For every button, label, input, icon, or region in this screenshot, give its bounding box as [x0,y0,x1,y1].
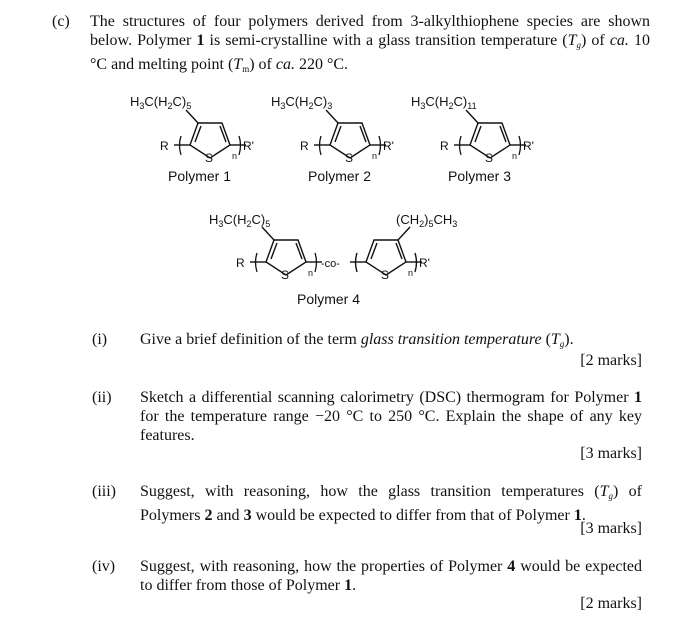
intro-paragraph: The structures of four polymers derived from 3-alkylthiophene species are shown below. Polymer 1 is semi-crystalline with a glass transition temperature $(T_g)$ of ca. 10 °C and melting point $(T_m)$ of ca. 220 °C. [90,13,651,74]
p4-r-left: R [236,256,245,270]
p1-r-right: R' [243,139,254,153]
p1-n: n [232,151,238,161]
p3-s: S [485,151,494,165]
p1-r-left: R [160,139,169,153]
polymer-4-label: Polymer 4 [297,291,361,307]
question-ii-text: Sketch a differential scanning calorimetry (DSC) thermogram for Polymer 1 for the temperature range −20 °C to 250 °C. Explain the shape of any key features. [140,389,642,444]
p2-r-right: R' [383,139,394,153]
question-ii-number: (ii) [92,389,112,406]
p4-co: -co- [321,258,340,270]
polymer-4-right-sidechain: $(CH_2)_5CH_3$ [396,212,458,229]
question-iii-number: (iii) [92,483,116,500]
p4-s-left: S [281,268,290,282]
polymer-1-sidechain: $H_3C(H_2C)_5$ [130,94,192,111]
p4-n-right: n [408,268,414,278]
polymer-1-label: Polymer 1 [168,168,232,184]
p2-s: S [345,151,354,165]
question-i-text: Give a brief definition of the term glass transition temperature $(T_g)$. [140,331,574,349]
question-iii-marks: [3 marks] [580,520,642,537]
p3-n: n [512,151,518,161]
p3-r-left: R [440,139,449,153]
polymer-3-sidechain: $H_3C(H_2C)_{11}$ [411,94,477,111]
p4-r-right: R' [419,256,430,270]
p4-s-right: S [381,268,390,282]
polymer-2-label: Polymer 2 [308,168,372,184]
question-iv-marks: [2 marks] [580,595,642,612]
p2-n: n [372,151,378,161]
part-label: (c) [52,13,70,30]
question-iv-text: Suggest, with reasoning, how the properties of Polymer 4 would be expected to differ from those of Polymer 1. [140,558,643,594]
p4-n-left: n [308,268,314,278]
polymer-4-left-sidechain: $H_3C(H_2C)_5$ [209,212,271,229]
polymer-2-sidechain: $H_3C(H_2C)_3$ [271,94,333,111]
question-iii-text: Suggest, with reasoning, how the glass transition temperatures $(T_g)$ of Polymers 2 and 3 would be expected to differ from that of Polymer 1. [140,483,643,524]
p2-r-left: R [300,139,309,153]
question-i-marks: [2 marks] [580,352,642,369]
p1-s: S [205,151,214,165]
polymer-3-label: Polymer 3 [448,168,512,184]
p3-r-right: R' [523,139,534,153]
question-ii-marks: [3 marks] [580,445,642,462]
question-i-number: (i) [92,331,108,348]
question-iv-number: (iv) [92,558,116,575]
